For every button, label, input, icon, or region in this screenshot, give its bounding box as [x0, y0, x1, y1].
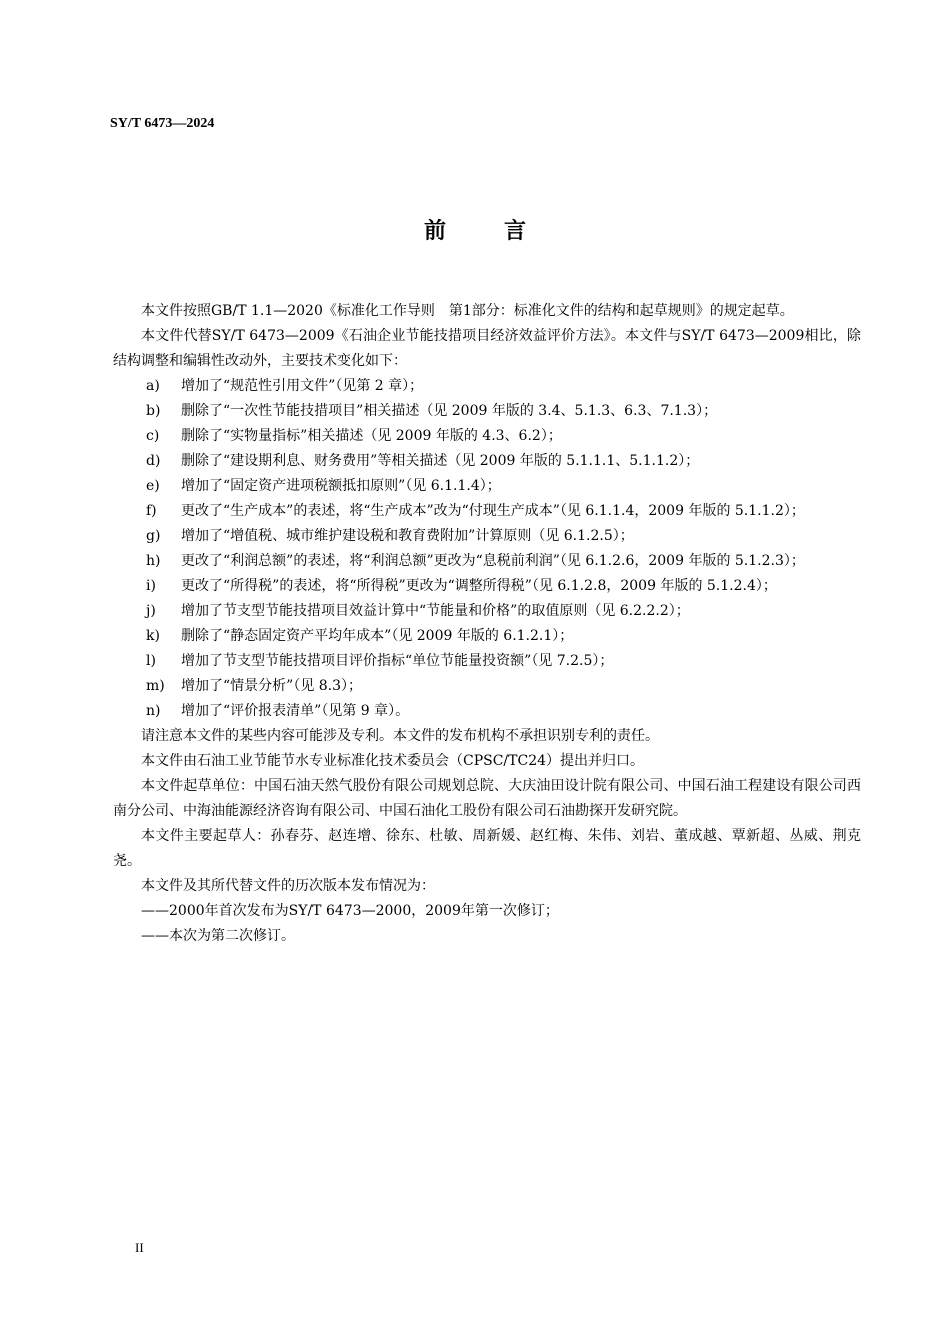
change-item: [113, 699, 861, 724]
change-item: [113, 599, 861, 624]
change-item-marker: n): [146, 703, 161, 719]
change-item-marker: k): [146, 628, 160, 644]
change-item-text: 删除了“实物量指标”相关描述（见 2009 年版的 4.3、6.2）；: [181, 428, 562, 444]
change-item-text: 增加了“固定资产进项税额抵扣原则”（见 6.1.1.4）；: [181, 478, 501, 494]
change-item-text: 增加了“情景分析”（见 8.3）；: [181, 678, 363, 694]
change-item-text: 增加了“增值税、城市维护建设税和教育费附加”计算原则（见 6.1.2.5）；: [181, 528, 634, 544]
change-item-text: 增加了节支型节能技措项目评价指标“单位节能量投资额”（见 7.2.5）；: [181, 653, 614, 669]
change-item: [113, 649, 861, 674]
change-item: [113, 399, 861, 424]
page-number: II: [135, 1240, 144, 1255]
change-item-text: 更改了“利润总额”的表述，将“利润总额”更改为“息税前利润”（见 6.1.2.6，2009 年版的 5.1.2.3）；: [181, 553, 805, 569]
change-item: [113, 424, 861, 449]
technical-changes-list: [113, 374, 861, 724]
change-item-marker: g): [146, 528, 161, 544]
paragraph-drafting-units: 本文件起草单位：中国石油天然气股份有限公司规划总院、大庆油田设计院有限公司、中国石油工程建设有限公司西南分公司、中海油能源经济咨询有限公司、中国石油化工股份有限公司石油勘探开发研究院。: [113, 778, 861, 819]
change-item-marker: b): [146, 403, 161, 419]
document-code: SY/T 6473—2024: [110, 116, 215, 131]
change-item-marker: f): [146, 503, 157, 519]
paragraph-proposer: 本文件由石油工业节能节水专业标准化技术委员会（CPSC/TC24）提出并归口。: [141, 753, 645, 769]
change-item-marker: c): [146, 428, 160, 444]
change-item-text: 增加了“评价报表清单”（见第 9 章）。: [181, 703, 410, 719]
change-item: [113, 574, 861, 599]
title-char-left: 前: [423, 218, 446, 244]
change-item: [113, 449, 861, 474]
paragraph-history-intro: 本文件及其所代替文件的历次版本发布情况为：: [141, 878, 435, 894]
paragraph-drafters: 本文件主要起草人：孙春芬、赵连增、徐东、杜敏、周新媛、赵红梅、朱伟、刘岩、董成越、覃新超、丛威、荆克尧。: [113, 828, 861, 869]
change-item: [113, 524, 861, 549]
title-char-right: 言: [504, 218, 527, 244]
change-item-marker: j): [146, 603, 156, 619]
change-item-marker: l): [146, 653, 156, 669]
change-item-marker: m): [146, 678, 165, 694]
change-item-marker: e): [146, 478, 160, 494]
foreword-body: [113, 299, 861, 949]
history-item-2: ——本次为第二次修订。: [141, 928, 295, 944]
paragraph-replacement: 本文件代替SY/T 6473—2009《石油企业节能技措项目经济效益评价方法》。本文件与SY/T 6473—2009相比，除结构调整和编辑性改动外，主要技术变化如下：: [113, 328, 861, 369]
change-item-text: 增加了“规范性引用文件”（见第 2 章）；: [181, 378, 424, 394]
change-item: [113, 474, 861, 499]
change-item: [113, 549, 861, 574]
change-item-text: 删除了“静态固定资产平均年成本”（见 2009 年版的 6.1.2.1）；: [181, 628, 574, 644]
change-item-text: 增加了节支型节能技措项目效益计算中“节能量和价格”的取值原则（见 6.2.2.2）；: [181, 603, 690, 619]
change-item-marker: d): [146, 453, 161, 469]
change-item-text: 删除了“建设期利息、财务费用”等相关描述（见 2009 年版的 5.1.1.1、5.1.1.2）；: [181, 453, 700, 469]
change-item: [113, 499, 861, 524]
change-item-text: 更改了“生产成本”的表述，将“生产成本”改为“付现生产成本”（见 6.1.1.4，2009 年版的 5.1.1.2）；: [181, 503, 805, 519]
paragraph-patent-notice: 请注意本文件的某些内容可能涉及专利。本文件的发布机构不承担识别专利的责任。: [141, 728, 659, 744]
change-item: [113, 374, 861, 399]
change-item-marker: a): [146, 378, 160, 394]
page-title: [0, 214, 950, 245]
change-item-marker: h): [146, 553, 161, 569]
change-item-text: 删除了“一次性节能技措项目”相关描述（见 2009 年版的 3.4、5.1.3、6.3、7.1.3）；: [181, 403, 718, 419]
change-item: [113, 624, 861, 649]
change-item: [113, 674, 861, 699]
change-item-marker: i): [146, 578, 156, 594]
history-item-1: ——2000年首次发布为SY/T 6473—2000，2009年第一次修订；: [141, 903, 559, 919]
paragraph-drafting-rule: 本文件按照GB/T 1.1—2020《标准化工作导则 第1部分：标准化文件的结构和起草规则》的规定起草。: [141, 303, 794, 319]
change-item-text: 更改了“所得税”的表述，将“所得税”更改为“调整所得税”（见 6.1.2.8，2009 年版的 5.1.2.4）；: [181, 578, 777, 594]
